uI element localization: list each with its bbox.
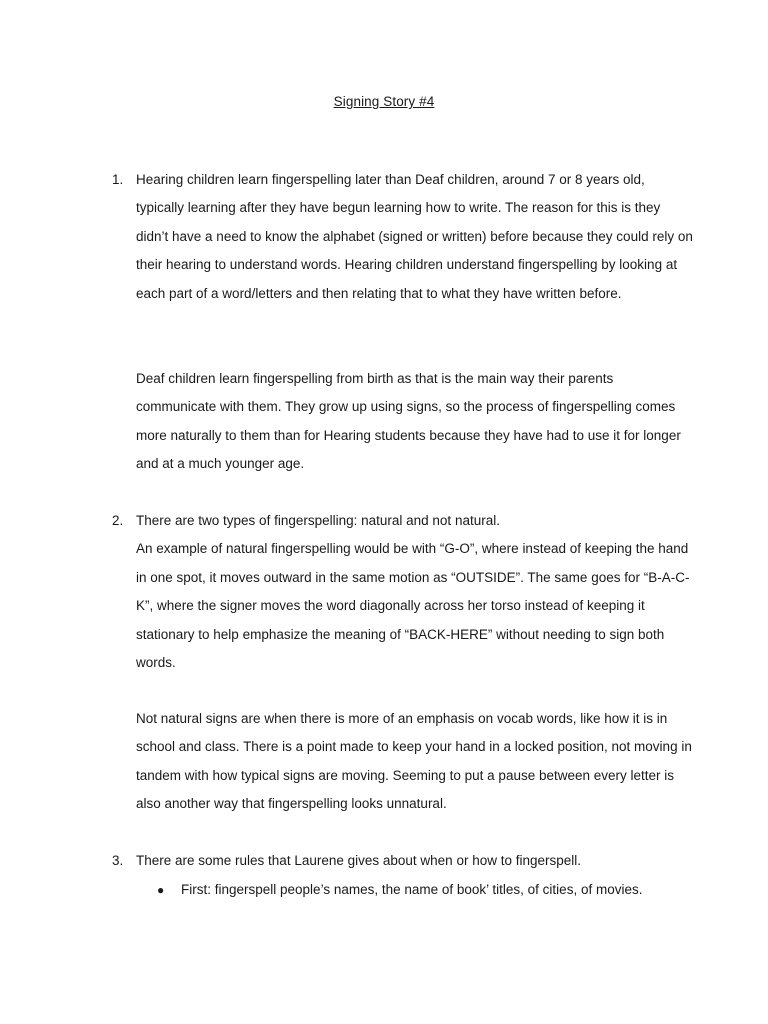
paragraph: Hearing children learn fingerspelling later than Deaf children, around 7 or 8 years old, typically learning after they have begun learning how to write. The reason for this is they didn’t have a need to know the alphabet (signed or written) before because they could rely on their hearing to understand words. Hearing children understand fingerspelling by looking at each part of a word/letters and then relating that to what they have written before. xyxy=(136,172,693,301)
list-number: 2. xyxy=(112,513,124,528)
list-item xyxy=(136,847,696,875)
bullet-item: First: fingerspell people’s names, the name of book’ titles, of cities, of movies. xyxy=(181,882,643,897)
document-title: Signing Story #4 xyxy=(333,94,435,109)
list-number: 3. xyxy=(112,853,124,868)
paragraph-intro: There are two types of fingerspelling: natural and not natural. xyxy=(136,513,500,528)
bullet-marker: ● xyxy=(157,883,165,897)
list-item xyxy=(136,507,696,677)
list-item-continuation xyxy=(136,705,696,819)
paragraph: Deaf children learn fingerspelling from birth as that is the main way their parents communicate with them. They grow up using signs, so the process of fingerspelling comes more naturally to them than for Hearing students because they have had to use it for longer and at a much younger age. xyxy=(136,371,681,472)
list-item xyxy=(136,166,696,308)
list-number: 1. xyxy=(112,172,124,187)
paragraph: Not natural signs are when there is more of an emphasis on vocab words, like how it is in school and class. There is a point made to keep your hand in a locked position, not moving in tandem with how typical signs are moving. Seeming to put a pause between every letter is also another way that fingerspelling looks unnatural. xyxy=(136,711,692,812)
list-item-continuation xyxy=(136,365,696,479)
paragraph: An example of natural fingerspelling would be with “G-O”, where instead of keeping the hand in one spot, it moves outward in the same motion as “OUTSIDE”. The same goes for “B-A-C-K”, where the signer moves the word diagonally across her torso instead of keeping it stationary to help emphasize the meaning of “BACK-HERE” without needing to sign both words. xyxy=(136,541,690,671)
paragraph-intro: There are some rules that Laurene gives about when or how to fingerspell. xyxy=(136,853,582,868)
